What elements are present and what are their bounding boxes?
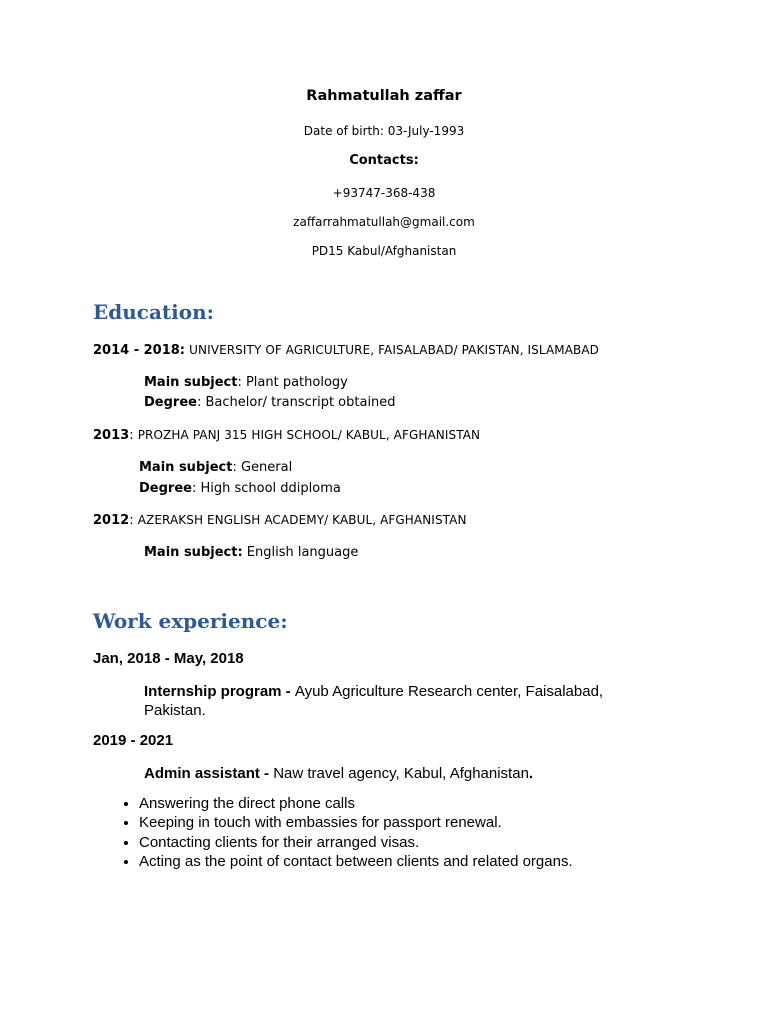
detail-value: : Plant pathology: [237, 375, 348, 390]
education-heading: Education:: [93, 300, 215, 324]
detail-value: : High school ddiploma: [191, 481, 341, 496]
education-entry-year: 2014 - 2018:: [93, 343, 186, 358]
detail-value: English language: [242, 545, 359, 560]
education-detail: [139, 460, 292, 475]
date-of-birth: Date of birth: 03-July-1993: [303, 124, 465, 138]
duties-list: [93, 794, 739, 871]
job-title: Admin assistant -: [144, 765, 274, 782]
job-description: [144, 764, 664, 783]
job-description: [144, 682, 644, 720]
education-detail: [144, 395, 396, 410]
education-entry-1: [93, 343, 599, 358]
email-address: zaffarrahmatullah@gmail.com: [293, 215, 475, 229]
job-period: .: [528, 765, 534, 782]
home-address: PD15 Kabul/Afghanistan: [311, 244, 457, 258]
detail-value: : Bachelor/ transcript obtained: [196, 395, 396, 410]
job-place: Naw travel agency, Kabul, Afghanistan: [273, 765, 529, 782]
education-detail: [144, 375, 348, 390]
education-detail: [144, 545, 358, 560]
duty-item: • Keeping in touch with embassies for passport renewal.: [139, 813, 739, 832]
detail-key: Main subject: [144, 375, 238, 390]
detail-value: : General: [232, 460, 293, 475]
education-entry-2: [93, 428, 480, 443]
detail-key: Main subject:: [144, 545, 243, 560]
detail-key: Main subject: [139, 460, 233, 475]
job-dates: 2019 - 2021: [93, 732, 174, 749]
education-entry-institution: AZERAKSH ENGLISH ACADEMY/ KABUL, AFGHANISTAN: [137, 513, 467, 527]
phone-number: +93747-368-438: [332, 186, 436, 200]
education-entry-year: 2013: [93, 428, 130, 443]
education-entry-3: [93, 513, 467, 528]
detail-key: Degree: [139, 481, 192, 496]
education-entry-institution: UNIVERSITY OF AGRICULTURE, FAISALABAD/ PAKISTAN, ISLAMABAD: [189, 343, 600, 357]
duty-item: • Contacting clients for their arranged visas.: [139, 833, 739, 852]
contacts-label: Contacts:: [349, 153, 419, 168]
education-detail: [139, 481, 341, 496]
applicant-name: Rahmatullah zaffar: [306, 88, 462, 104]
job-title: Internship program -: [144, 683, 295, 700]
duty-item: • Answering the direct phone calls: [139, 794, 739, 813]
education-entry-separator: :: [129, 428, 138, 443]
education-entry-separator: :: [129, 513, 138, 528]
work-experience-heading: Work experience:: [93, 609, 288, 633]
detail-key: Degree: [144, 395, 197, 410]
job-place: Ayub Agriculture Research center, Faisalabad, Pakistan.: [144, 683, 604, 719]
duty-item: • Acting as the point of contact between clients and related organs.: [139, 852, 739, 871]
job-dates: Jan, 2018 - May, 2018: [93, 650, 244, 667]
education-entry-institution: PROZHA PANJ 315 HIGH SCHOOL/ KABUL, AFGHANISTAN: [137, 428, 481, 442]
education-entry-year: 2012: [93, 513, 130, 528]
